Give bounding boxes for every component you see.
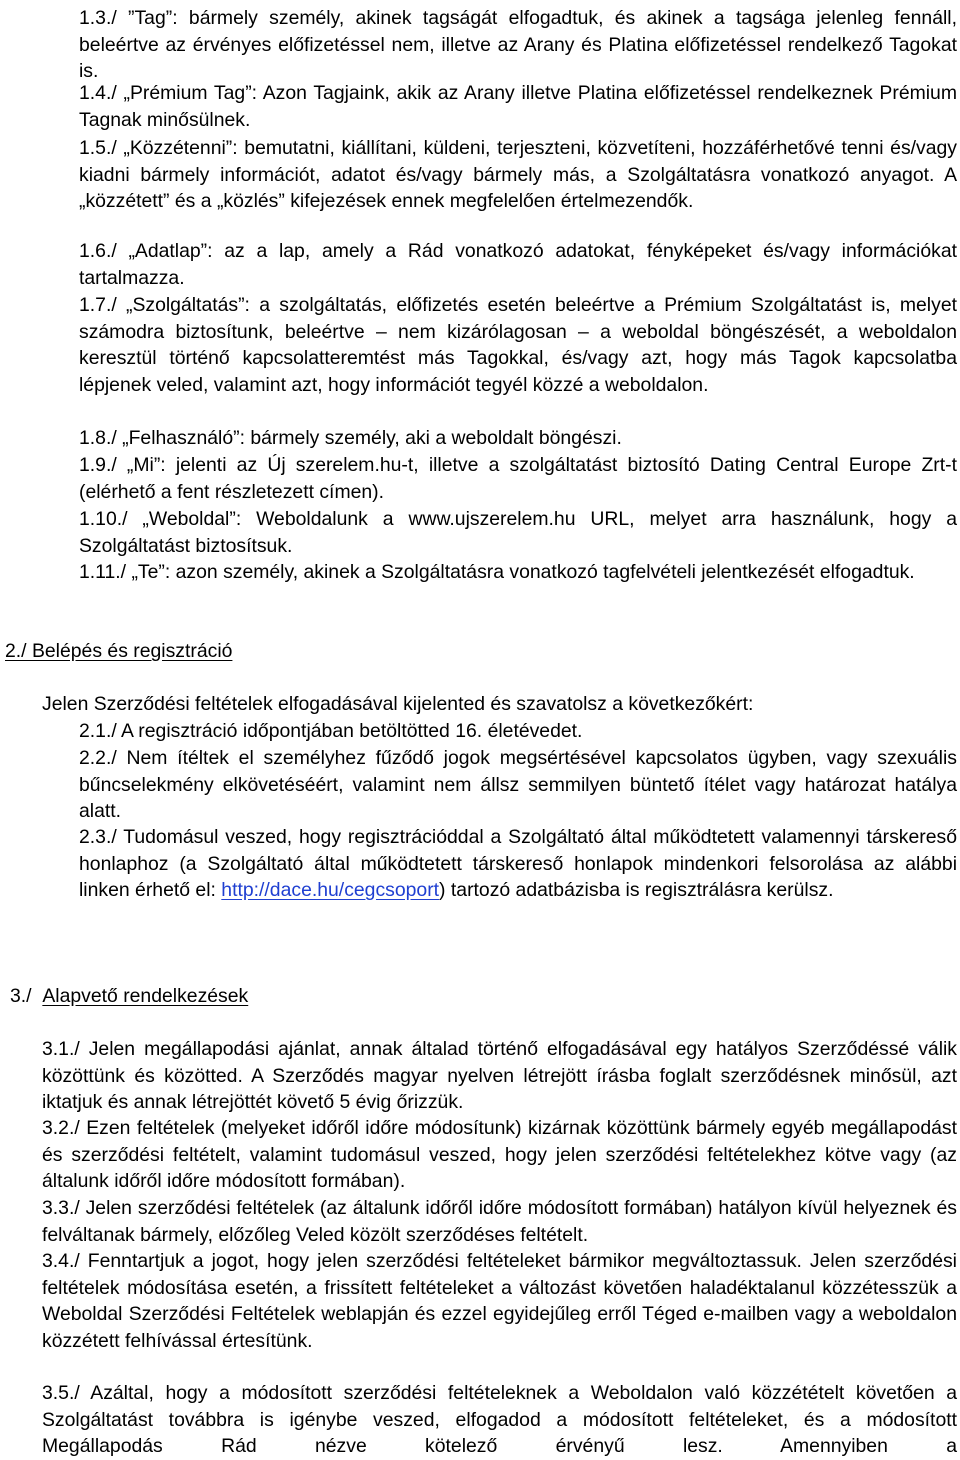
section-3-title: Alapvető rendelkezések [42,985,249,1007]
clause-2-3-text: 2.3./ Tudomásul veszed, hogy regisztrációddal a Szolgáltató által működtetett valamennyi társkereső honlaphoz (a Szolgáltató által működtetett társkereső honlapok mindenkori felsorolása az alábbi linken érhető el: [79,826,957,901]
definition-1-6: 1.6./ „Adatlap”: az a lap, amely a Rád vonatkozó adatokat, fényképeket és/vagy információkat tartalmazza. [79,240,957,289]
clause-2-2: 2.2./ Nem ítéltek el személyhez fűződő jogok megsértésével kapcsolatos ügyben, vagy szexuális bűncselekmény elkövetéséért, valamint nem állsz semmilyen büntető ítélet vagy határozat hatálya alatt. [79,747,957,822]
clause-3-2: 3.2./ Ezen feltételek (melyeket időről időre módosítunk) kizárnak közöttünk bármely egyéb megállapodást és szerződési feltételt, valamint tudomásul veszed, hogy jelen szerződési feltételekhez kötve vagy (az általunk időről időre módosított formában). [42,1117,957,1192]
section-2-heading: 2./ Belépés és regisztráció [5,640,233,662]
definition-1-4: 1.4./ „Prémium Tag”: Azon Tagjaink, akik az Arany illetve Platina előfizetéssel rendelkeznek Prémium Tagnak minősülnek. [79,82,957,131]
definition-1-10: 1.10./ „Weboldal”: Weboldalunk a www.ujszerelem.hu URL, melyet arra használunk, hogy a Szolgáltatást biztosítsuk. [79,508,957,557]
section-3-heading [10,983,248,1010]
clause-2-3-text-end: ) tartozó adatbázisba is regisztrálásra kerülsz. [439,879,834,901]
clause-3-5: 3.5./ Azáltal, hogy a módosított szerződési feltételeknek a Weboldalon való közzétételt követően a Szolgáltatást továbbra is igénybe veszed, elfogadod a módosított feltételeket, és a módosított Megállapodás Rád nézve kötelező érvényű lesz. Amennyiben a [42,1382,957,1457]
definition-1-7: 1.7./ „Szolgáltatás”: a szolgáltatás, előfizetés esetén beleértve a Prémium Szolgáltatást is, melyet számodra biztosítunk, beleértve – nem kizárólagosan – a weboldal böngészését, a weboldalon keresztül történő kapcsolatteremtést más Tagokkal, és/vagy azt, hogy más Tagok kapcsolatba lépjenek veled, valamint azt, hogy információt tegyél közzé a weboldalon. [79,294,957,396]
section-2-intro: Jelen Szerződési feltételek elfogadásával kijelented és szavatolsz a következőkért: [42,693,754,715]
section-3-number: 3./ [10,985,32,1007]
definition-1-8: 1.8./ „Felhasználó”: bármely személy, aki a weboldalt böngészi. [79,427,622,449]
definition-1-5: 1.5./ „Közzétenni”: bemutatni, kiállítani, küldeni, terjeszteni, közvetíteni, hozzáférhetővé tenni és/vagy kiadni bármely információt, adatot és/vagy bármely más, a Szolgáltatásra vonatkozó anyagot. A „közzétett” és a „közlés” kifejezések ennek megfelelően értelmezendők. [79,137,957,212]
clause-3-4: 3.4./ Fenntartjuk a jogot, hogy jelen szerződési feltételeket bármikor megváltoztassuk. Jelen szerződési feltételek módosítása esetén, a frissített feltételeket a változást követően haladéktalanul közzétesszük a Weboldal Szerződési Feltételek weblapján és ezzel egyidejűleg erről Téged e-mailben vagy a weboldalon közzétett felhívással értesítünk. [42,1250,957,1352]
definition-1-11: 1.11./ „Te”: azon személy, akinek a Szolgáltatásra vonatkozó tagfelvételi jelentkezését elfogadtuk. [79,561,915,583]
definition-1-9: 1.9./ „Mi”: jelenti az Új szerelem.hu-t, illetve a szolgáltatást biztosító Dating Central Europe Zrt-t (elérhető a fent részletezett címen). [79,454,957,503]
clause-3-3: 3.3./ Jelen szerződési feltételek (az általunk időről időre módosított formában) hatályon kívül helyeznek és felváltanak bármely, előzőleg Veled közölt szerződéses feltételt. [42,1197,957,1246]
clause-3-1: 3.1./ Jelen megállapodási ajánlat, annak általad történő elfogadásával egy hatályos Szerződéssé válik közöttünk és közötted. A Szerződés magyar nyelven létrejött írásba foglalt szerződésnek minősül, azt iktatjuk és annak létrejöttét követő 5 évig őrizzük. [42,1038,957,1113]
clause-2-1: 2.1./ A regisztráció időpontjában betöltötted 16. életévedet. [79,720,583,742]
definition-1-3: 1.3./ ”Tag”: bármely személy, akinek tagságát elfogadtuk, és akinek a tagsága jelenleg fennáll, beleértve az érvényes előfizetéssel nem, illetve az Arany és Platina előfizetéssel rendelkező Tagokat is. [79,7,957,82]
company-group-link[interactable]: http://dace.hu/cegcsoport [221,879,440,901]
clause-2-3 [79,824,957,904]
